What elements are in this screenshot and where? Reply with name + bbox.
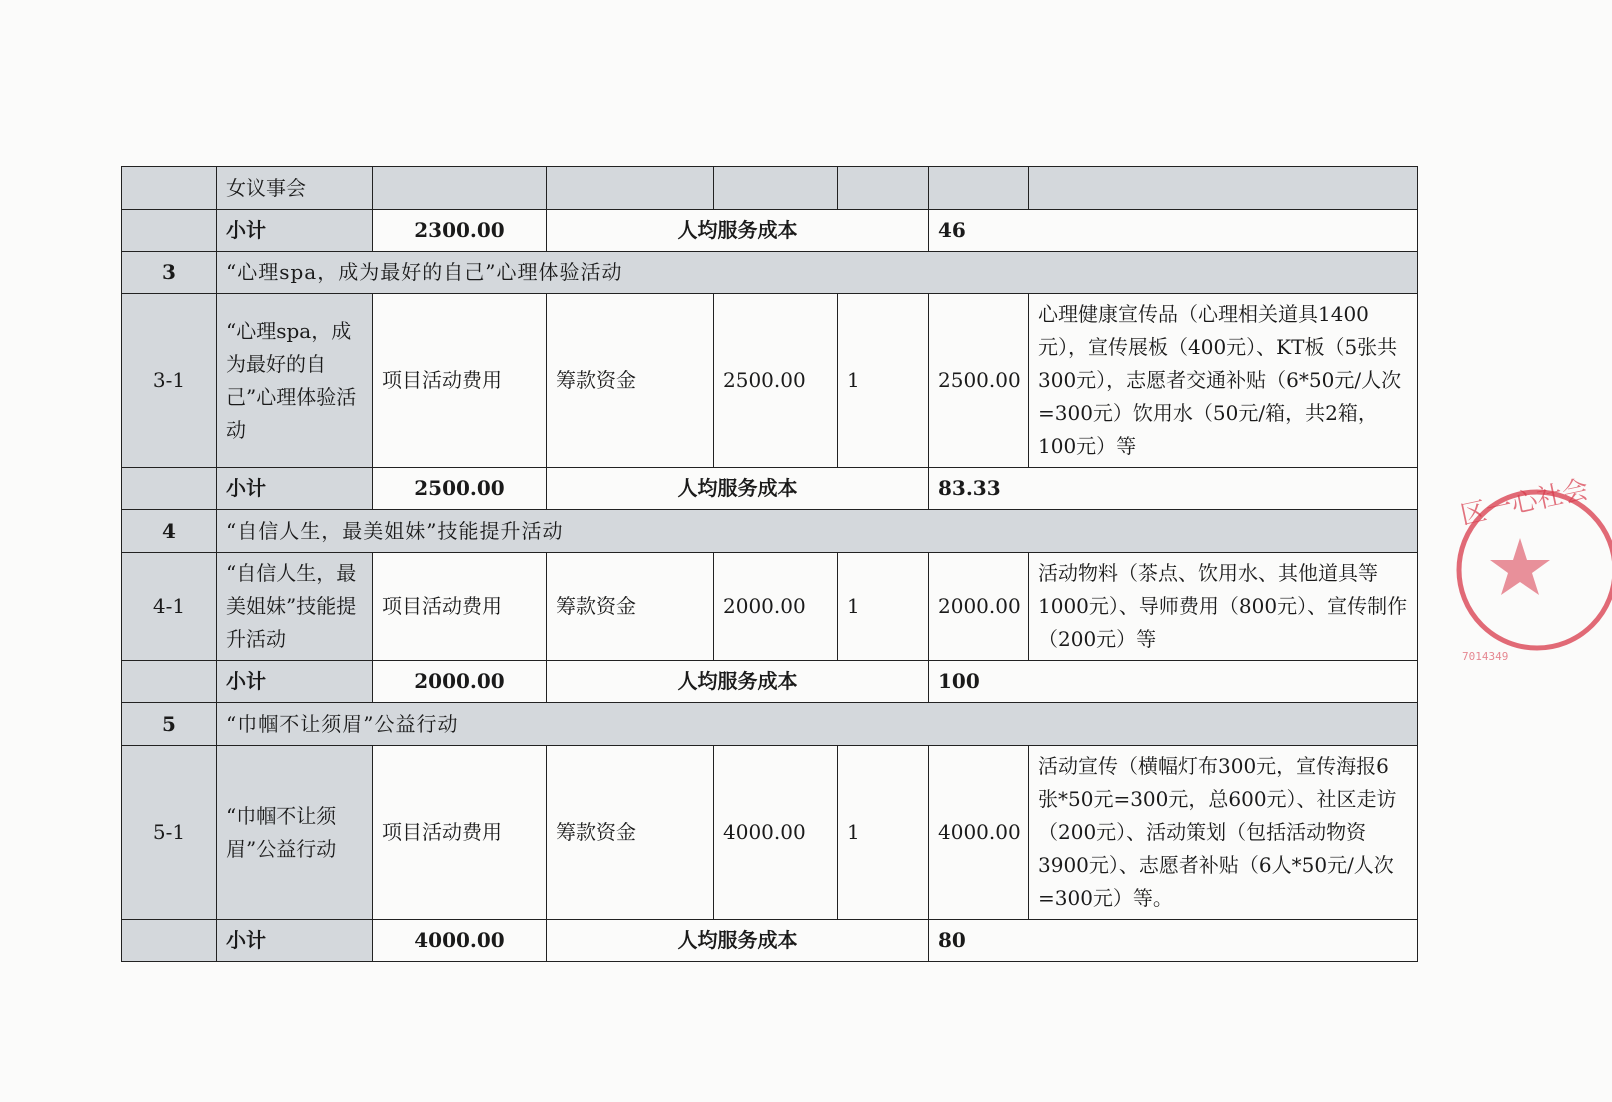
per-capita-value: 100 (929, 661, 1418, 703)
svg-text:7014349: 7014349 (1462, 650, 1509, 663)
item-desc: 活动物料（茶点、饮用水、其他道具等1000元）、导师费用（800元）、宣传制作（200元）等 (1029, 553, 1418, 661)
table-row (122, 294, 1418, 468)
per-capita-value: 80 (929, 920, 1418, 962)
per-capita-value: 46 (929, 210, 1418, 252)
section-index: 3 (122, 252, 217, 294)
item-index: 4-1 (122, 553, 217, 661)
svg-text:区一心社会: 区一心社会 (1457, 474, 1592, 532)
per-capita-value: 83.33 (929, 468, 1418, 510)
item-name-cell: 女议事会 (217, 167, 373, 210)
subtotal-label: 小计 (217, 661, 373, 703)
section-row (122, 252, 1418, 294)
item-total: 2000.00 (929, 553, 1029, 661)
section-row (122, 703, 1418, 746)
item-index: 5-1 (122, 746, 217, 920)
item-qty: 1 (838, 294, 929, 468)
subtotal-label: 小计 (217, 210, 373, 252)
subtotal-row (122, 210, 1418, 252)
item-index: 3-1 (122, 294, 217, 468)
item-name: “自信人生，最美姐妹”技能提升活动 (217, 553, 373, 661)
item-type: 项目活动费用 (373, 553, 547, 661)
item-source: 筹款资金 (547, 553, 714, 661)
official-seal (1452, 460, 1592, 680)
item-price: 2500.00 (714, 294, 838, 468)
seal-icon (1452, 460, 1612, 680)
subtotal-row (122, 920, 1418, 962)
subtotal-amount: 2300.00 (373, 210, 547, 252)
item-qty: 1 (838, 746, 929, 920)
item-type: 项目活动费用 (373, 746, 547, 920)
subtotal-amount: 4000.00 (373, 920, 547, 962)
item-total: 4000.00 (929, 746, 1029, 920)
budget-table (121, 166, 1418, 962)
index-cell (122, 167, 217, 210)
table-row (122, 553, 1418, 661)
section-title: “自信人生，最美姐妹”技能提升活动 (217, 510, 1418, 553)
section-index: 4 (122, 510, 217, 553)
per-capita-label: 人均服务成本 (547, 468, 929, 510)
section-row (122, 510, 1418, 553)
per-capita-label: 人均服务成本 (547, 661, 929, 703)
item-total: 2500.00 (929, 294, 1029, 468)
section-title: “心理spa，成为最好的自己”心理体验活动 (217, 252, 1418, 294)
subtotal-amount: 2000.00 (373, 661, 547, 703)
table-row (122, 746, 1418, 920)
item-price: 2000.00 (714, 553, 838, 661)
subtotal-amount: 2500.00 (373, 468, 547, 510)
item-desc: 心理健康宣传品（心理相关道具1400元），宣传展板（400元）、KT板（5张共300元），志愿者交通补贴（6*50元/人次=300元）饮用水（50元/箱，共2箱，100元）等 (1029, 294, 1418, 468)
item-name: “巾帼不让须眉”公益行动 (217, 746, 373, 920)
item-price: 4000.00 (714, 746, 838, 920)
subtotal-label: 小计 (217, 920, 373, 962)
item-name: “心理spa，成为最好的自己”心理体验活动 (217, 294, 373, 468)
item-source: 筹款资金 (547, 746, 714, 920)
subtotal-row (122, 661, 1418, 703)
section-title: “巾帼不让须眉”公益行动 (217, 703, 1418, 746)
per-capita-label: 人均服务成本 (547, 920, 929, 962)
table-row (122, 167, 1418, 210)
subtotal-row (122, 468, 1418, 510)
subtotal-label: 小计 (217, 468, 373, 510)
item-desc: 活动宣传（横幅灯布300元，宣传海报6张*50元=300元，总600元）、社区走访（200元）、活动策划（包括活动物资3900元）、志愿者补贴（6人*50元/人次=300元）等。 (1029, 746, 1418, 920)
item-source: 筹款资金 (547, 294, 714, 468)
section-index: 5 (122, 703, 217, 746)
item-qty: 1 (838, 553, 929, 661)
item-type: 项目活动费用 (373, 294, 547, 468)
per-capita-label: 人均服务成本 (547, 210, 929, 252)
